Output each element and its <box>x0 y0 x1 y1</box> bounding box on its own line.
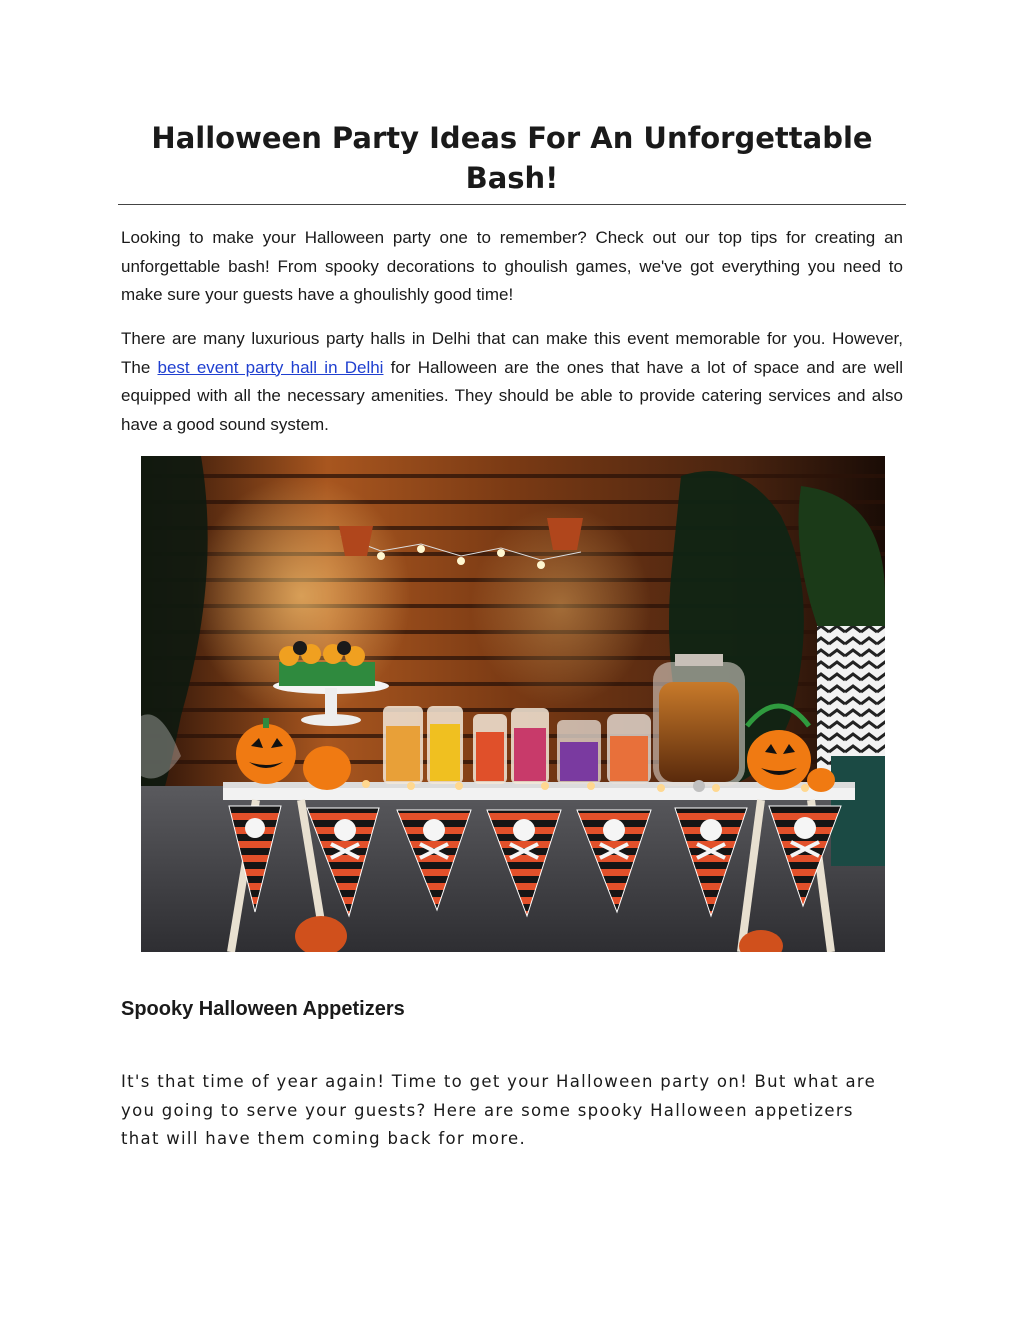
venue-text-before: There are many luxurious party halls in Delhi that can make this event memorable for you. However, The <box>121 329 903 377</box>
intro-paragraph: Looking to make your Halloween party one to remember? Check out our top tips for creating an unforgettable bash! From spooky decorations to ghoulish games, we've got everything you need to make sure your guests have a ghoulishly good time! <box>121 228 903 304</box>
halloween-party-table-photo <box>141 456 885 952</box>
page-title: Halloween Party Ideas For An Unforgettable Bash! <box>118 118 906 205</box>
best-event-party-hall-link[interactable]: best event party hall in Delhi <box>157 357 384 377</box>
section-heading-appetizers: Spooky Halloween Appetizers <box>121 998 405 1020</box>
venue-paragraph <box>121 325 903 439</box>
appetizers-paragraph: It's that time of year again! Time to get your Halloween party on! But what are you going to serve your guests? Here are some spooky Halloween appetizers that will have them coming back for more. <box>121 1072 877 1148</box>
venue-text-after: for Halloween are the ones that have a lot of space and are well equipped with all the necessary amenities. They should be able to provide catering services and also have a good sound system. <box>121 357 903 434</box>
